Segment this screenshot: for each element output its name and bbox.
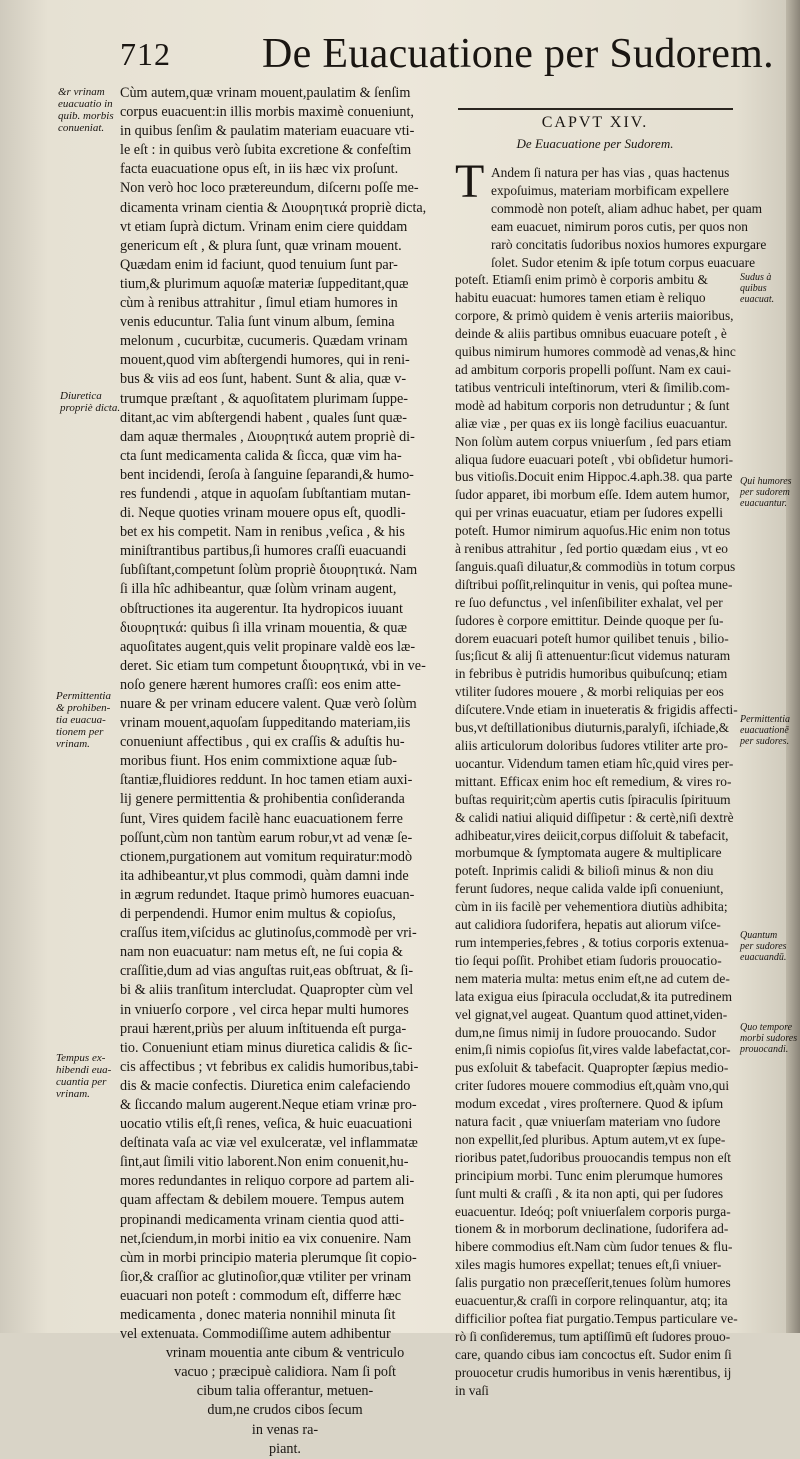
text-line: miniſtrantibus partibus,ſi humores craſſi euacuandi — [120, 543, 407, 560]
running-head — [120, 30, 774, 80]
text-line: in febribus è putridis humoribus quibuſcunq; etiam — [455, 666, 728, 682]
text-line: eam euacuet, nimirum poros cutis, per quos non — [491, 218, 748, 234]
text-line: facta euacuatione opus eſt, in iis hæc vix proſunt. — [120, 161, 399, 178]
chapter-subtitle: De Euacuatione per Sudorem. — [516, 136, 674, 151]
margin-note-line: tia euacua- — [56, 714, 106, 726]
text-line: cis affectibus ; vt febribus ex calidis humoribus,tabi- — [120, 1058, 419, 1075]
text-line: euacuari non poteſt : commodum eſt, differre hæc — [120, 1287, 402, 1304]
text-line: diſtribui poſſit,relinquitur in venis, qui poſtea mune- — [455, 576, 733, 592]
margin-note-line: quib. morbis — [58, 110, 114, 122]
margin-note-line: quibus — [740, 283, 767, 294]
text-line: ſunt multi & craſſi , & ita non apti, qui per ſudores — [455, 1185, 724, 1201]
text-line: poteſt. Etiamſi enim primò è corporis ambitu & — [455, 272, 708, 288]
margin-note-line: Quantum — [740, 930, 778, 941]
margin-note-sweat-from — [740, 272, 798, 305]
text-line: in vaſi — [455, 1382, 489, 1398]
text-line: craſſitie,dum ad vias anguſtas ruit,eas obſtruat, & ſi- — [120, 963, 414, 980]
text-line: deinde & aliis partibus omnibus euacuare poteſt , è — [455, 326, 727, 342]
text-line: tio. Conueniunt etiam minus diuretica calidis & ſic- — [120, 1039, 413, 1056]
page-gutter-shadow — [786, 0, 800, 1333]
text-line: quam affectam & debilem mouere. Tempus autem — [120, 1192, 405, 1209]
text-line: ditant,ac vim abſtergendi habent , quales ſunt quæ- — [120, 409, 407, 426]
text-line: nem materia multa: metus enim eſt,ne ad cutem de- — [455, 970, 730, 986]
text-line: ſalis purgatio non præceſſerit,tenues ſolùm humores — [455, 1275, 731, 1291]
text-line: lata exigua eius ſpiracula occludat,& ita putredinem — [455, 988, 733, 1004]
text-line: rioribus patet,ſudoribus prouocandis tempus non eſt — [455, 1149, 731, 1165]
text-line: lij genere permittentia & prohibentia conſideranda — [120, 791, 405, 808]
text-line: pus exſoluit & tabefacit. Quapropter ſæpius medio- — [455, 1060, 729, 1076]
text-line: praui hærent,priùs per aluum inſtituenda eſt purga- — [120, 1020, 407, 1037]
text-line: bus vitioſis.Docuit enim Hippoc.4.aph.38. qua parte — [455, 469, 733, 485]
margin-note-line: cuantia per — [56, 1076, 107, 1088]
text-line: ſubſiſtant,competunt ſolùm propriè διουρητικά. Nam — [120, 562, 418, 579]
text-line: piant. — [269, 1440, 301, 1457]
text-line: genericum eſt , & plura ſunt, quæ vrinam mouent. — [120, 237, 402, 254]
text-line: adhibeatur,vires deiicit,corpus diſſoluit & tabefacit, — [455, 827, 729, 843]
text-line: re ſuo defunctus , vel inſenſibiliter exhalat, vel per — [455, 594, 723, 610]
text-line: ad ambitum corporis propelli poſſunt. Nam ex caui- — [455, 361, 731, 377]
margin-note-quantity — [740, 930, 798, 963]
text-line: tionem & in morborum declinatione, ſudorifera ad- — [455, 1221, 729, 1237]
margin-note-line: vrinam. — [56, 1088, 90, 1100]
text-line: buſtas requirit;cùm apertis cutis ſpiraculis ſpirituum — [455, 791, 731, 807]
margin-note-line: euacuatio in — [58, 98, 113, 110]
text-line: trumque præſtant , & aquoſitatem plurimam ſuppe- — [120, 390, 409, 407]
text-line: deſtinata vaſa ac viæ vel exulceratæ, vel inflammatæ — [120, 1135, 418, 1152]
text-line: ita adhibeantur,vt plus commodi, quàm damni inde — [120, 867, 409, 884]
text-line: bus,vt deſtillationibus diuturnis,paralyſi, iſchiade,& — [455, 720, 730, 736]
text-line: obſtructiones ita augerentur. Ita hydropicos iuuant — [120, 600, 403, 617]
text-line: cta ſunt medicamenta calida & ſicca, quæ vim ha- — [120, 447, 402, 464]
text-line: ſtantiæ,fluidiores reddunt. In hoc tamen etiam auxi- — [120, 772, 413, 789]
text-line: nam non euacuatur: nam metus eſt, ne ſui copia & — [120, 944, 403, 961]
left-text-column — [120, 84, 450, 1459]
text-line: modum excedat , vires proſternere. Quod & ipſum — [455, 1096, 724, 1112]
text-line: noſo genere hærent humores craſſi: eos enim atte- — [120, 676, 401, 693]
text-line: diſcutere.Vnde etiam in inueteratis & frigidis affecti- — [455, 702, 738, 718]
text-line: xiles magis humores expellat; tenues eſt,ſi vniuer- — [455, 1257, 722, 1273]
text-line: ſi illa hîc adhibeantur, quæ ſolùm vrinam augent, — [120, 581, 397, 598]
chapter-heading: CAPVT XIV. — [541, 114, 649, 131]
dropcap-initial: T — [455, 155, 485, 208]
text-line: care, quando cibus iam concoctus eſt. Sudor enim ſi — [455, 1346, 732, 1362]
margin-note-time — [740, 1022, 798, 1055]
text-line: habitu euacuat: humores tamen etiam è reliquo — [455, 290, 706, 306]
text-line: bi & aliis tranſitum intercludat. Quapropter cùm vel — [120, 982, 414, 999]
text-line: le eſt : in quibus verò ſubita excretione & confeſtim — [120, 142, 412, 159]
text-line: venis educuntur. Talia ſunt vinum album, ſemina — [120, 314, 395, 331]
margin-note-line: euacuantur. — [740, 498, 787, 509]
text-line: poteſt. Humor nimirum aquoſus.Hic enim non totus — [455, 523, 731, 539]
margin-note-line: tionem per — [56, 726, 104, 738]
margin-note-line: Diuretica — [60, 390, 102, 402]
text-line: difficilior poſtea fiat purgatio.Tempus particulare ve- — [455, 1311, 738, 1326]
text-line: poteſt. Inprimis calidi & bilioſi minus & non diu — [455, 863, 714, 879]
text-line: ſint,aut ſimili vitio laborent.Non enim conuenit,hu- — [120, 1154, 409, 1171]
text-line: conueniunt affectibus , qui ex craſſis & aduſtis hu- — [120, 734, 405, 751]
text-line: nuare & per vrinam educere valent. Quæ verò ſolùm — [120, 696, 417, 712]
text-line: uocatio vtilis eſt,ſi renes, veſica, & huic euacuationi — [120, 1116, 413, 1133]
text-line: cibum talia offerantur, metuen- — [196, 1383, 374, 1400]
text-line: ſudor apparet, ibi morbum eſſe. Idem autem humor, — [455, 487, 730, 503]
chapter-rule — [458, 108, 733, 110]
text-line: Non verò hoc loco prætereundum, diſcernı poſſe me- — [120, 180, 419, 197]
text-line: in ægrum redundet. Itaque primò humores euacuan- — [120, 886, 415, 903]
text-line: corpore, & primò quidem è venis arteriis maioribus, — [455, 308, 734, 324]
text-line: bus & viis ad eos ſunt, habent. Sunt & alia, quæ v- — [120, 371, 407, 388]
text-line: propinandi medicamenta vrinam cientia quod atti- — [120, 1211, 405, 1228]
text-line: Cùm autem,quæ vrinam mouent,paulatim & ſenſim — [120, 85, 411, 101]
text-line: hibere commodius eſt.Nam cùm ſudor tenues & flu- — [455, 1239, 733, 1255]
text-line: Quædam enim id faciunt, quod tenuium ſunt par- — [120, 256, 398, 273]
margin-note-line: per sudores. — [740, 736, 790, 747]
margin-note-line: per sudorem — [740, 487, 790, 498]
text-line: ſanguis.quaſi diluatur,& commodiùs in totum corpus — [455, 558, 736, 574]
text-line: à renibus attrahitur , ſed portio quædam eius , vt eo — [455, 541, 728, 557]
text-line: aliqua ſudore euacuari poteſt , vbi obſidetur humori- — [455, 451, 734, 467]
text-line: cùm in iis facilè per vehementiora diutiùs adhibita; — [455, 899, 728, 915]
text-line: vtiliter ſudores mouere , & morbi reliquias per eos — [455, 684, 724, 700]
text-line: & calidi natiui aliquid diſſipetur : & certè,niſi dextrè — [455, 809, 734, 825]
text-line: aliæ viæ , per quas ex iis longè facilius euacuantur. — [455, 415, 728, 431]
text-line: net,ſciendum,in morbi initio ea vix conuenire. Nam — [120, 1230, 412, 1247]
text-line: non expellit,ſed pluribus. Aptum autem,vt ex ſupe- — [455, 1131, 726, 1147]
text-line: in vniuerſo corpore , vel circa hepar multi humores — [120, 1001, 409, 1018]
text-line: cùm à renibus attrahitur , ſimul etiam humores in — [120, 295, 398, 312]
margin-note-line: per sudores — [740, 941, 787, 952]
text-line: tium,& plurimum aquoſæ materiæ ſuppeditant,quæ — [120, 275, 409, 292]
page-title: De Euacuatione per Sudorem. — [262, 31, 774, 77]
text-line: dis & macie confectis. Diuretica enim calefaciendo — [120, 1077, 411, 1094]
text-line: dum,ne crudos cibos ſecum — [207, 1402, 363, 1419]
margin-note-line: propriè dicta. — [60, 402, 121, 414]
margin-note-line: euacuat. — [740, 294, 775, 305]
margin-note-line: prouocandi. — [740, 1044, 789, 1055]
margin-note-line: Sudus à — [740, 272, 772, 283]
margin-note-line: conueniat. — [58, 122, 105, 134]
text-line: di. Neque quoties vrinam mouere opus eſt, quodli- — [120, 505, 406, 522]
text-line: euacuentur. Ideóq; poſt vniuerſalem corporis purga- — [455, 1203, 731, 1219]
text-line: dum,ne ſimus nimij in ſudore prouocando. Sudor — [455, 1024, 717, 1040]
text-line: qui per vrinas euacuatur, etiam per ſudores expelli — [455, 505, 723, 521]
text-line: Andem ſi natura per has vias , quas hactenus — [491, 165, 730, 180]
text-line: bet ex his competit. Nam in renibus ,veſica , & his — [120, 524, 405, 541]
text-line: rò ſi conſideremus, tum aptiſſimū eſt ſudores prouo- — [455, 1328, 731, 1344]
text-line: moribus fiunt. Hos enim commixtione aquæ ſub- — [120, 753, 398, 770]
margin-note-humors — [740, 476, 798, 509]
text-line: quibus nimirum humores commodè ad venas,& hinc — [455, 344, 736, 360]
text-line: poſſunt,cùm non tantùm earum robur,vt ad venæ ſe- — [120, 829, 413, 846]
text-line: prouocetur crudis humoribus in venis hærentibus, ij — [455, 1364, 732, 1380]
text-line: in venas ra- — [251, 1421, 319, 1438]
text-line: rarò concitatis ſudoribus noxios humores expurgare — [491, 236, 767, 252]
margin-note-line: Qui humores — [740, 476, 792, 487]
text-line: aut calidiora ſudorifera, hepatis aut aliorum viſce- — [455, 917, 721, 933]
text-line: διουρητικά: quibus ſi illa vrinam mouentia, & quæ — [120, 619, 407, 636]
text-line: mouent,quod vim abſtergendi humores, qui in reni- — [120, 352, 410, 369]
page-number: 712 — [120, 36, 171, 72]
text-line: & ſiccando malum augerent.Neque etiam vrinæ pro- — [120, 1096, 417, 1113]
text-line: dorem euacuari poteſt humor quilibet tenuis , bilio- — [455, 630, 729, 646]
margin-note-line: & prohiben- — [56, 702, 111, 714]
text-line: vacuo ; præcipuè calidiora. Nam ſi poſt — [174, 1364, 396, 1381]
margin-note-urine-use — [58, 86, 120, 134]
text-line: ctionem,purgationem aut vomitum requiratur:modò — [120, 848, 413, 865]
margin-note-line: euacuationē — [740, 725, 789, 736]
text-line: tio ſequi poſſit. Prohibet etiam ſudoris prouocatio- — [455, 952, 722, 968]
text-line: dicamenta vrinam cientia & Διουρητικά propriè dicta, — [120, 199, 427, 216]
text-line: expoſuimus, materiam morbificam expellere — [491, 182, 729, 198]
text-line: corpus euacuent:in illis morbis maximè conueniunt, — [120, 104, 414, 121]
text-line: vrinam mouentia ante cibum & ventriculo — [165, 1345, 405, 1362]
margin-note-diuretics — [60, 390, 122, 414]
text-line: vt etiam ſuprà dictum. Vrinam enim ciere quiddam — [120, 218, 408, 235]
text-line: principium morbi. Tunc enim plerumque humores — [455, 1167, 723, 1183]
text-line: in quibus ſenſim & paulatim materiam euacuare vti- — [120, 123, 415, 140]
text-line: di perpendendi. Humor enim multus & copioſus, — [120, 906, 396, 923]
margin-note-timing — [56, 1052, 118, 1100]
text-line: tatibus ventriculi inteſtinorum, vteri & ſimilib.com- — [455, 379, 730, 395]
text-line: aquoſitates augent,quis velit propinare valdè eos læ- — [120, 638, 416, 655]
text-line: deret. Sic etiam tum competunt διουρητικά, vbi in ve- — [120, 657, 426, 674]
text-line: criter ſudores mouere commodius eſt,quàm vno,qui — [455, 1078, 730, 1094]
margin-note-permitting-sweat — [740, 714, 798, 747]
text-line: ſunt, Vires quidem facilè hanc euacuationem ferre — [120, 810, 403, 827]
text-line: vrinam mouent,aquoſam ſuppeditando materiam,iis — [120, 715, 411, 732]
text-line: vel extenuata. Commodiſſime autem adhibentur — [120, 1326, 391, 1343]
text-line: medicamenta , donec materia nonnihil minuta ſit — [120, 1307, 396, 1323]
text-line: ſolet. Sudor etenim & ipſe totum corpus euacuare — [491, 254, 756, 270]
text-line: aliis articulorum doloribus ſudores vtiliter arte pro- — [455, 738, 728, 753]
margin-note-line: Tempus ex- — [56, 1052, 106, 1064]
text-line: mores redundantes in reliquo corpore ad partem ali- — [120, 1173, 415, 1190]
margin-note-line: Quo tempore — [740, 1022, 793, 1033]
text-line: melonum , cucurbitæ, cucumeris. Quædam vrinam — [120, 333, 408, 350]
text-line: ſus;ſicut & alij ſi attenuentur:ſicut videmus naturam — [455, 648, 731, 664]
text-line: rum intemperies,febres , & totius corporis extenua- — [455, 934, 729, 950]
text-line: enim,ſi nimis copioſus ſit,vires valde labefactat,cor- — [455, 1042, 731, 1058]
text-line: dam aquæ thermales , Διουρητικά autem propriè di- — [120, 428, 415, 445]
text-line: uocantur. Videndum tamen etiam hîc,quid vires per- — [455, 755, 734, 771]
margin-note-line: hibendi eua- — [56, 1064, 112, 1076]
text-line: vel gignat,vel augeat. Quantum quod attinet,viden- — [455, 1006, 728, 1022]
text-line: euacuentur,& craſſi in corpore relinquantur, atq; ita — [455, 1293, 728, 1309]
margin-note-line: euacuandū. — [740, 952, 787, 963]
margin-note-line: vrinam. — [56, 738, 90, 750]
text-line: craſſus item,viſcidus ac glutinoſus,commodè per vri- — [120, 925, 417, 942]
margin-note-line: &r vrinam — [58, 86, 105, 98]
margin-note-permitting — [56, 690, 118, 750]
text-line: commodè non poteſt, aliam adhuc habet, per quam — [491, 200, 763, 216]
text-line: cùm in morbi principio materia plerumque ſit copio- — [120, 1249, 417, 1266]
text-line: mittant. Efficax enim hoc eſt remedium, & vires ro- — [455, 773, 732, 789]
text-line: ferunt ſudores, neque calida valde ipſi conueniunt, — [455, 881, 724, 897]
margin-note-line: morbi sudores — [740, 1033, 798, 1044]
text-line: natura facit , quæ vniuerſam materiam vno ſudore — [455, 1114, 721, 1130]
text-line: Non ſolùm autem corpus vniuerſum , ſed pars etiam — [455, 433, 732, 449]
text-line: morbumque & ſymptomata augere & multiplicare — [455, 845, 722, 861]
text-line: bent incidendi, ſeroſa à ſanguine ſeparandi,& humo- — [120, 466, 414, 483]
margin-note-line: Permittentia — [740, 714, 790, 725]
text-line: modè ad habitum corporis non detruduntur ; & ſunt — [455, 397, 730, 413]
margin-note-line: Permittentia — [56, 690, 111, 702]
text-line: ſudores è corpore emittitur. Deinde quoque per ſu- — [455, 612, 724, 628]
text-line: ſior,& craſſior ac glutinoſior,quæ vtiliter per vrinam — [120, 1268, 412, 1285]
text-line: res fundendi , atque in aquoſam ſubſtantiam mutan- — [120, 485, 411, 502]
